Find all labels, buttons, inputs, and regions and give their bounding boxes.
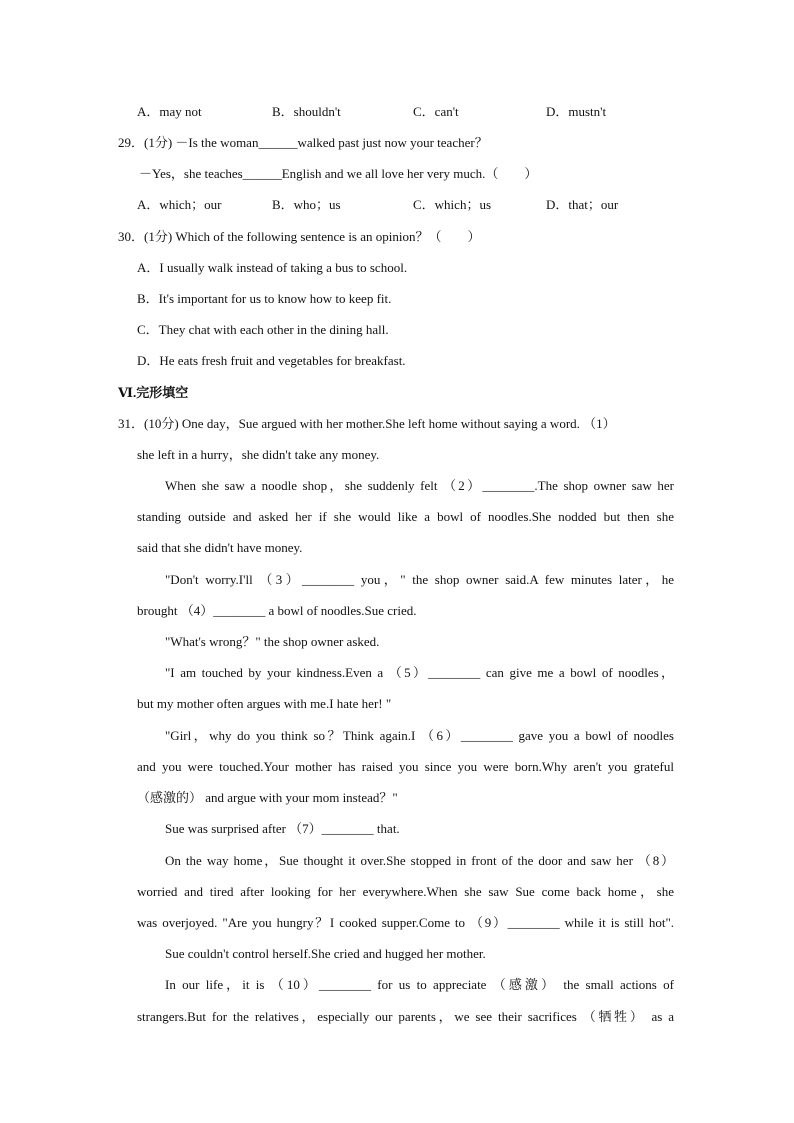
q29-question-line1: 29．(1分) －Is the woman______walked past just now your teacher？ — [118, 135, 488, 150]
q29-option-a: A．which；our — [137, 197, 222, 212]
q30-option-a: A．I usually walk instead of taking a bus to school. — [137, 260, 408, 275]
passage-line: "What's wrong？" the shop owner asked. — [165, 634, 380, 649]
passage-line: In our life，it is （10）________ for us to appreciate （感激） the small actions of — [165, 977, 674, 992]
q29-question-line2: －Yes，she teaches______English and we all love her very much.（ ） — [139, 166, 538, 181]
q30-option-b: B．It's important for us to know how to keep fit. — [137, 291, 392, 306]
passage-line: "I am touched by your kindness.Even a （5）________ can give me a bowl of noodles， — [165, 665, 674, 680]
passage-line: standing outside and asked her if she would like a bowl of noodles.She nodded but then she — [137, 509, 674, 524]
passage-line: strangers.But for the relatives，especially our parents，we see their sacrifices （牺牲） as a — [137, 1009, 674, 1024]
passage-line: Sue couldn't control herself.She cried and hugged her mother. — [165, 946, 486, 961]
passage-line: she left in a hurry，she didn't take any money. — [137, 447, 380, 462]
passage-line: was overjoyed. "Are you hungry？I cooked supper.Come to （9）________ while it is still hot". — [137, 915, 674, 930]
passage-line: "Don't worry.I'll （3）________ you，" the shop owner said.A few minutes later，he — [165, 572, 674, 587]
q28-option-b: B．shouldn't — [272, 104, 341, 119]
passage-line: Sue was surprised after （7）________ that. — [165, 821, 400, 836]
passage-line: brought （4）________ a bowl of noodles.Sue cried. — [137, 603, 417, 618]
q28-option-a: A．may not — [137, 104, 202, 119]
passage-line: "Girl，why do you think so？Think again.I （6）________ gave you a bowl of noodles — [165, 728, 674, 743]
passage-line: and you were touched.Your mother has raised you since you were born.Why aren't you grateful — [137, 759, 674, 774]
section-title: Ⅵ.完形填空 — [118, 385, 189, 400]
q29-option-c: C．which；us — [413, 197, 492, 212]
q30-option-c: C．They chat with each other in the dining hall. — [137, 322, 389, 337]
q30-option-d: D．He eats fresh fruit and vegetables for breakfast. — [137, 353, 406, 368]
passage-line: 31．(10分) One day，Sue argued with her mother.She left home without saying a word. （1） — [118, 416, 616, 431]
q29-option-d: D．that；our — [546, 197, 619, 212]
passage-line: （感激的） and argue with your mom instead？" — [137, 790, 398, 805]
q28-option-c: C．can't — [413, 104, 459, 119]
passage-line: When she saw a noodle shop，she suddenly felt （2）________.The shop owner saw her — [165, 478, 674, 493]
passage-line: but my mother often argues with me.I hate her! " — [137, 696, 392, 711]
passage-line: worried and tired after looking for her everywhere.When she saw Sue come back home，she — [137, 884, 674, 899]
passage-line: On the way home，Sue thought it over.She stopped in front of the door and saw her （8） — [165, 853, 674, 868]
q29-option-b: B．who；us — [272, 197, 341, 212]
q30-question: 30．(1分) Which of the following sentence is an opinion？（ ） — [118, 229, 481, 244]
q28-option-d: D．mustn't — [546, 104, 607, 119]
passage-line: said that she didn't have money. — [137, 540, 303, 555]
